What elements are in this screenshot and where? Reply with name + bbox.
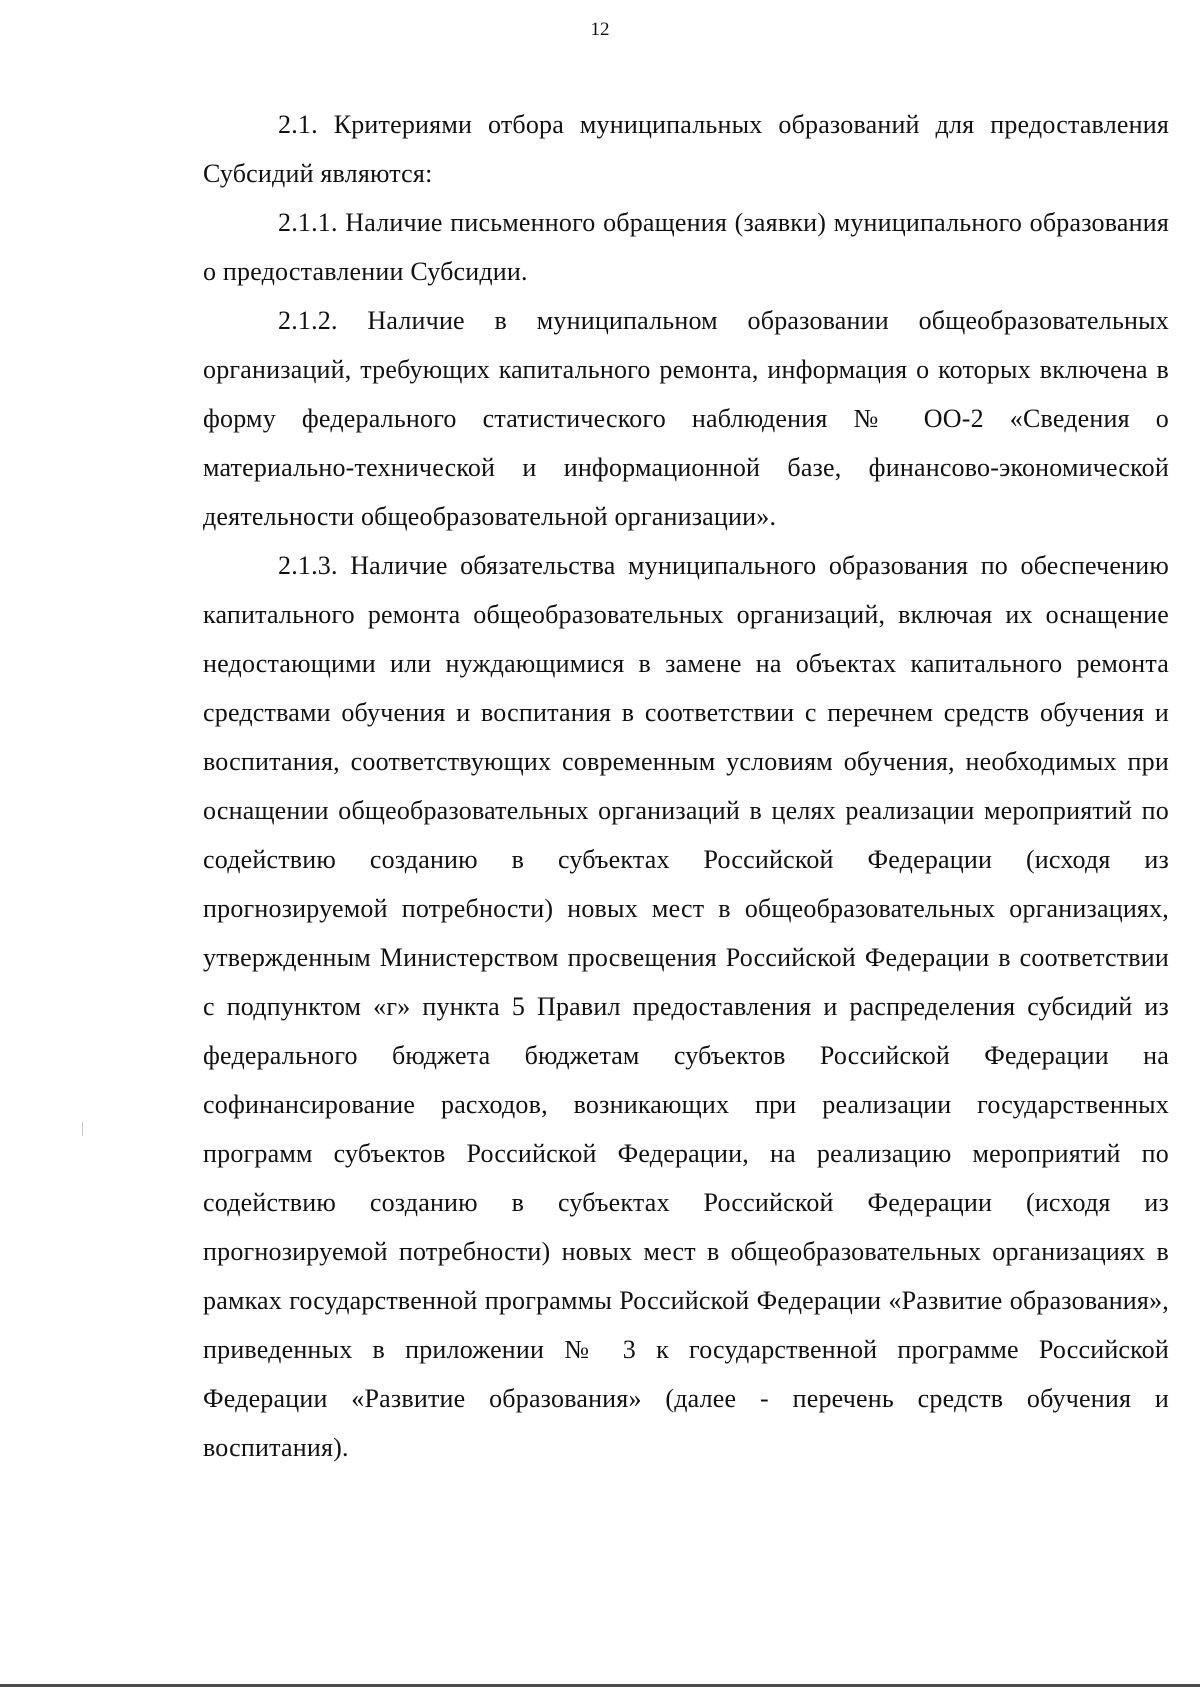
paragraph-2-1: 2.1. Критериями отбора муниципальных образований для предоставления Субсидий являются: <box>203 110 1169 188</box>
document-body <box>203 100 1169 1472</box>
paragraph-2-1-2: 2.1.2. Наличие в муниципальном образовании общеобразовательных организаций, требующих капитального ремонта, информация о которых включена в форму федерального статистического наблюдения № ОО-2 «Сведения о материально-технической и информационной базе, финансово-экономической деятельности общеобразовательной организации». <box>203 306 1169 531</box>
page-number: 12 <box>590 19 610 40</box>
paragraph-2-1-3: 2.1.3. Наличие обязательства муниципального образования по обеспечению капитального ремонта общеобразовательных организаций, включая их оснащение недостающими или нуждающимися в замене на объектах капитального ремонта средствами обучения и воспитания в соответствии с перечнем средств обучения и воспитания, соответствующих современным условиям обучения, необходимых при оснащении общеобразовательных организаций в целях реализации мероприятий по содействию созданию в субъектах Российской Федерации (исходя из прогнозируемой потребности) новых мест в общеобразовательных организациях, утвержденным Министерством просвещения Российской Федерации в соответствии с подпунктом «г» пункта 5 Правил предоставления и распределения субсидий из федерального бюджета бюджетам субъектов Российской Федерации на софинансирование расходов, возникающих при реализации государственных программ субъектов Российской Федерации, на реализацию мероприятий по содействию созданию в субъектах Российской Федерации (исходя из прогнозируемой потребности) новых мест в общеобразовательных организациях в рамках государственной программы Российской Федерации «Развитие образования», приведенных в приложении № 3 к государственной программе Российской Федерации «Развитие образования» (далее - перечень средств обучения и воспитания). <box>203 551 1169 1462</box>
scan-margin-mark <box>82 1122 83 1136</box>
paragraph-2-1-1: 2.1.1. Наличие письменного обращения (заявки) муниципального образования о предоставлении Субсидии. <box>203 208 1169 286</box>
